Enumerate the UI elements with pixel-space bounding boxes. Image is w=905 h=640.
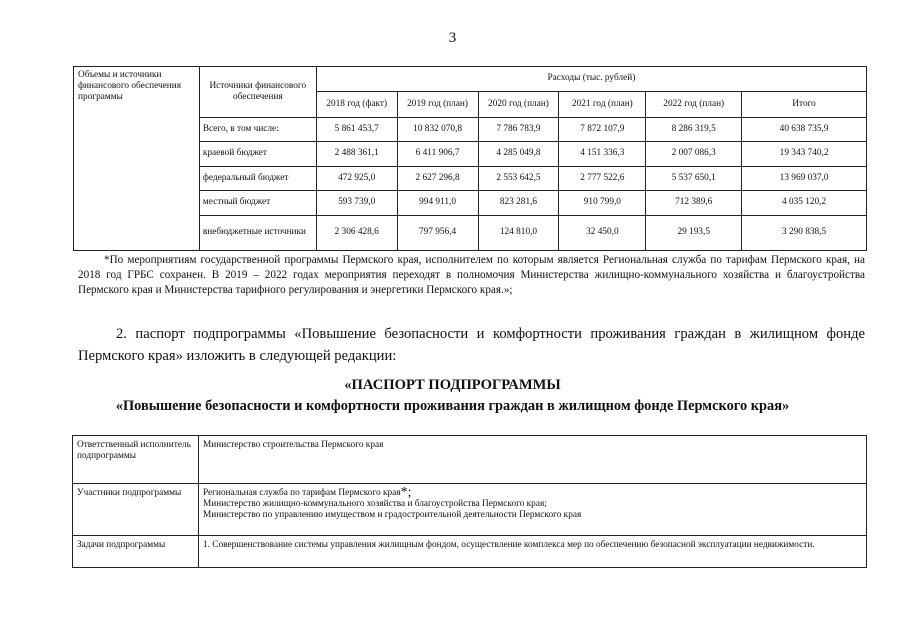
table-cell: 2 553 642,5: [478, 167, 559, 191]
row-label: внебюджетные источники: [199, 216, 316, 251]
table-row: [73, 436, 867, 484]
table-row: [73, 536, 867, 568]
column-header: 2018 год (факт): [316, 92, 397, 118]
table-cell: 124 810,0: [478, 216, 559, 251]
list-item: Министерство по управлению имуществом и градостроительной деятельности Пермского края: [203, 510, 582, 521]
column-header: 2020 год (план): [478, 92, 559, 118]
passport-title: «ПАСПОРТ ПОДПРОГРАММЫ: [344, 377, 561, 393]
table-cell: 472 925,0: [316, 167, 397, 191]
table-cell: 2 007 086,3: [646, 142, 742, 167]
participants-label: Участники подпрограммы: [73, 484, 199, 536]
financing-table: [73, 66, 867, 251]
column-header: 2022 год (план): [646, 92, 742, 118]
expenses-header: Расходы (тыс. рублей): [316, 67, 866, 92]
participant-name: Региональная служба по тарифам Пермского края: [203, 488, 401, 498]
table-cell: 4 151 336,3: [559, 142, 646, 167]
table-cell: 6 411 906,7: [397, 142, 478, 167]
participants-list: [199, 484, 867, 536]
list-item: [203, 485, 862, 500]
row-label: краевой бюджет: [199, 142, 316, 167]
table-cell: 19 343 740,2: [742, 142, 867, 167]
table-cell: 40 638 735,9: [742, 118, 867, 142]
table-cell: 32 450,0: [559, 216, 646, 251]
table-cell: 797 956,4: [397, 216, 478, 251]
tasks-label: Задачи подпрограммы: [73, 536, 199, 568]
footnote-text: *По мероприятиям государственной программы Пермского края, исполнителем по которым является Региональная служба по тарифам Пермского края, на 2018 год ГРБС сохранен. В 2019 – 2022 годах мероприятия переходят в полномочия Министерства жилищно-коммунального хозяйства и благоустройства Пермского края и Министерства тарифного регулирования и энергетики Пермского края.»;: [78, 254, 865, 296]
table-cell: 2 306 428,6: [316, 216, 397, 251]
table-cell: 712 389,6: [646, 191, 742, 216]
row-label: федеральный бюджет: [199, 167, 316, 191]
table-cell: 29 193,5: [646, 216, 742, 251]
row-label: Всего, в том числе:: [199, 118, 316, 142]
table-cell: 13 969 037,0: [742, 167, 867, 191]
tasks-value: 1. Совершенствование системы управления жилищным фондом, осуществление комплекса мер по обеспечению безопасной эксплуатации недвижимости.: [199, 536, 867, 568]
table-cell: 2 627 296,8: [397, 167, 478, 191]
responsible-value: Министерство строительства Пермского края: [199, 436, 867, 484]
table-row: [73, 484, 867, 536]
table-cell: 7 786 783,9: [478, 118, 559, 142]
page-number: 3: [448, 30, 457, 46]
table-cell: 823 281,6: [478, 191, 559, 216]
footnote-mark: *;: [400, 485, 412, 500]
column-header: 2019 год (план): [397, 92, 478, 118]
table-cell: 8 286 319,5: [646, 118, 742, 142]
column-header: 2021 год (план): [559, 92, 646, 118]
table-cell: 910 799,0: [559, 191, 646, 216]
table-cell: 2 777 522,6: [559, 167, 646, 191]
table-cell: 7 872 107,9: [559, 118, 646, 142]
table-cell: 10 832 070,8: [397, 118, 478, 142]
amendment-paragraph: 2. паспорт подпрограммы «Повышение безопасности и комфортности проживания граждан в жилищном фонде Пермского края» изложить в следующей редакции:: [78, 326, 865, 364]
row-label: местный бюджет: [199, 191, 316, 216]
list-item: Министерство жилищно-коммунального хозяйства и благоустройства Пермского края;: [203, 499, 547, 510]
table-cell: 2 488 361,1: [316, 142, 397, 167]
table-cell: 593 739,0: [316, 191, 397, 216]
passport-subtitle: «Повышение безопасности и комфортности проживания граждан в жилищном фонде Пермского края»: [115, 398, 790, 414]
financing-row-title: Объемы и источники финансового обеспечения программы: [74, 67, 200, 251]
table-cell: 4 035 120,2: [742, 191, 867, 216]
table-cell: 5 861 453,7: [316, 118, 397, 142]
table-cell: 3 290 838,5: [742, 216, 867, 251]
column-header: Итого: [742, 92, 867, 118]
responsible-label: Ответственный исполнитель подпрограммы: [73, 436, 199, 484]
sources-header: Источники финансового обеспечения: [199, 67, 316, 118]
table-cell: 5 537 650,1: [646, 167, 742, 191]
passport-table: [72, 435, 867, 568]
table-cell: 994 911,0: [397, 191, 478, 216]
table-cell: 4 285 049,8: [478, 142, 559, 167]
